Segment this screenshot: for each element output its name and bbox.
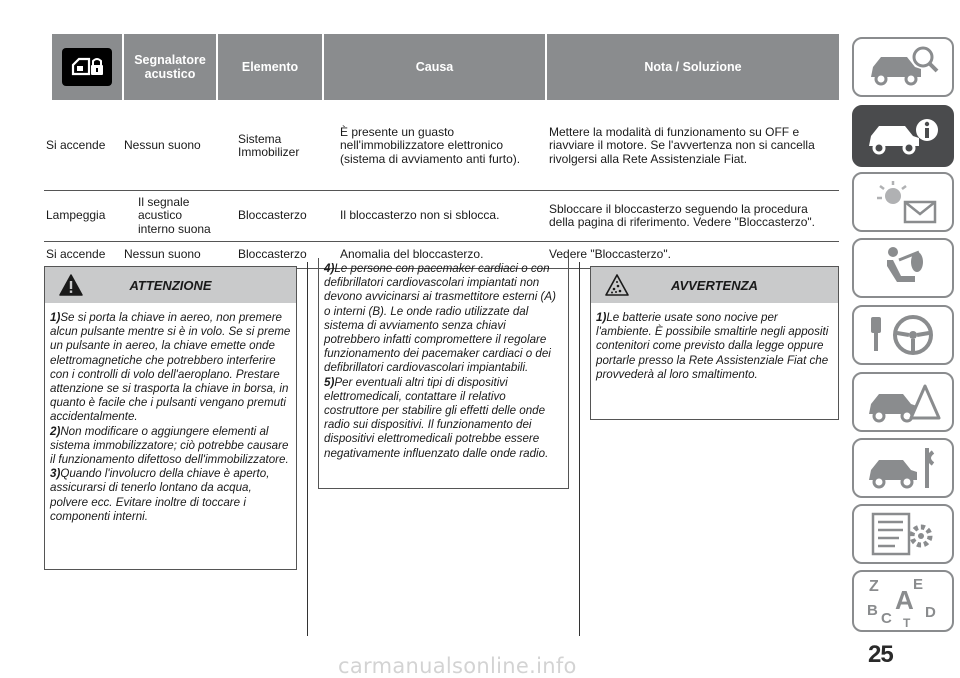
column-divider bbox=[307, 262, 308, 636]
note-item: 4)Le persone con pacemaker cardiaci o con defibrillatori cardiovascolari impiantati non devono avvicinarsi ai trasmettitore esterni (A) o interni (B). Le onde radio utilizzate dal sistema di avviamento senza chiavi potrebbero infatti compromettere il regolare funzionamento dei pacemaker cardiaci o dei defibrillatori cardiovascolari impiantabili. bbox=[324, 262, 556, 375]
header-elemento: Elemento bbox=[218, 34, 322, 100]
column-divider bbox=[579, 262, 580, 636]
tab-key-steering[interactable] bbox=[852, 305, 954, 365]
tab-warning-lights[interactable] bbox=[852, 172, 954, 232]
note-item: 2)Non modificare o aggiungere elementi al sistema immobilizzatore; ciò potrebbe causare il funzionamento difettoso dell'immobilizzatore. bbox=[50, 424, 289, 467]
header-nota: Nota / Soluzione bbox=[547, 34, 839, 100]
key-steering-icon bbox=[863, 311, 943, 359]
cell-signal: Nessun suono bbox=[124, 247, 201, 262]
car-search-icon bbox=[863, 43, 943, 91]
cell-cause: È presente un guasto nell'immobilizzatore elettronico (sistema di avviamento anti furto). bbox=[340, 124, 521, 166]
specs-list-icon bbox=[863, 510, 943, 558]
car-emergency-icon bbox=[863, 378, 943, 426]
car-maintenance-icon bbox=[863, 444, 943, 492]
car-info-icon bbox=[863, 112, 943, 160]
avvertenza-box bbox=[590, 266, 839, 420]
attenzione-title: ATTENZIONE bbox=[129, 277, 212, 293]
cell-note: Mettere la modalità di funzionamento su OFF e riavviare il motore. Se l'avvertenza non si cancella rivolgersi alla Rete Assistenziale Fiat. bbox=[549, 124, 815, 166]
tab-alphabetical-index[interactable] bbox=[852, 570, 954, 632]
header-segnalatore: Segnalatore acustico bbox=[124, 34, 216, 100]
avvertenza-header bbox=[591, 267, 838, 303]
note-item: 1)Se si porta la chiave in aereo, non premere alcun pulsante mentre si è in volo. Se si preme un pulsante in aereo, la chiave emette onde elettromagnetiche che potrebbero interferire con i controlli di volo dell'aeroplano. Prestare attenzione se si trasporta la chiave in borsa, in quanto è facile che i pulsanti vengano premuti accidentalmente. bbox=[50, 311, 291, 424]
warning-lights-icon bbox=[863, 178, 943, 226]
cell-note: Sbloccare il bloccasterzo seguendo la procedura della pagina di riferimento. Vedere "Bloccasterzo". bbox=[549, 201, 815, 229]
key-lock-icon bbox=[62, 48, 112, 86]
svg-text:Z: Z bbox=[869, 578, 879, 595]
svg-text:A: A bbox=[895, 585, 914, 615]
cell-element: Bloccasterzo bbox=[238, 247, 307, 262]
table-row bbox=[44, 191, 839, 242]
warning-triangle-icon bbox=[58, 273, 84, 300]
attenzione-continued-box bbox=[318, 258, 569, 489]
table-row bbox=[44, 102, 839, 191]
attenzione-box bbox=[44, 266, 297, 570]
header-icon-cell bbox=[52, 34, 122, 100]
avvertenza-title: AVVERTENZA bbox=[671, 277, 758, 293]
svg-text:E: E bbox=[913, 576, 924, 593]
cell-light: Si accende bbox=[46, 247, 106, 262]
svg-text:C: C bbox=[881, 610, 892, 627]
cell-element: Sistema Immobilizer bbox=[238, 131, 300, 159]
cell-signal: Il segnale acustico interno suona bbox=[138, 194, 211, 236]
svg-text:B: B bbox=[867, 602, 878, 619]
header-causa: Causa bbox=[324, 34, 545, 100]
cell-signal: Nessun suono bbox=[124, 138, 201, 153]
alphabetical-index-icon bbox=[863, 575, 943, 627]
attenzione-header bbox=[45, 267, 296, 303]
table-header bbox=[44, 34, 839, 100]
note-item: 5)Per eventuali altri tipi di dispositivi elettromedicali, contattare il relativo costruttore per stabilire gli effetti delle onde radio sui dispositivi. Il funzionamento dei dispositivi elettromedicali potrebbe essere negativamente influenzato dalle onde radio. bbox=[324, 375, 549, 460]
cell-light: Si accende bbox=[46, 138, 106, 153]
note-item: 1)Le batterie usate sono nocive per l'ambiente. È possibile smaltirle negli appositi contenitori come previsto dalla legge oppure portarle presso la Rete Assistenziale Fiat che provvederà al loro smaltimento. bbox=[596, 311, 829, 381]
page-number: 25 bbox=[868, 641, 893, 668]
attenzione-continued-body bbox=[319, 258, 568, 467]
tab-car-search[interactable] bbox=[852, 37, 954, 97]
watermark: carmanualsonline.info bbox=[338, 654, 577, 678]
svg-text:T: T bbox=[903, 616, 911, 627]
note-item: 3)Quando l'involucro della chiave è aperto, assicurarsi di tenerlo lontano da acqua, polvere ecc. Evitare inoltre di toccare i componenti interni. bbox=[50, 467, 270, 523]
tab-specs-list[interactable] bbox=[852, 504, 954, 564]
seat-airbag-icon bbox=[863, 244, 943, 292]
cell-cause: Il bloccasterzo non si sblocca. bbox=[340, 208, 500, 223]
tab-seat-airbag[interactable] bbox=[852, 238, 954, 298]
attenzione-body bbox=[45, 303, 296, 530]
cell-note: Vedere "Bloccasterzo". bbox=[549, 247, 671, 262]
tab-car-maintenance[interactable] bbox=[852, 438, 954, 498]
svg-text:D: D bbox=[925, 604, 936, 621]
cell-element: Bloccasterzo bbox=[238, 208, 307, 223]
tab-car-emergency[interactable] bbox=[852, 372, 954, 432]
tab-car-info[interactable] bbox=[852, 105, 954, 167]
cell-cause: Anomalia del bloccasterzo. bbox=[340, 247, 484, 262]
cell-light: Lampeggia bbox=[46, 208, 106, 223]
environment-warning-icon bbox=[604, 273, 630, 300]
avvertenza-body bbox=[591, 303, 838, 388]
